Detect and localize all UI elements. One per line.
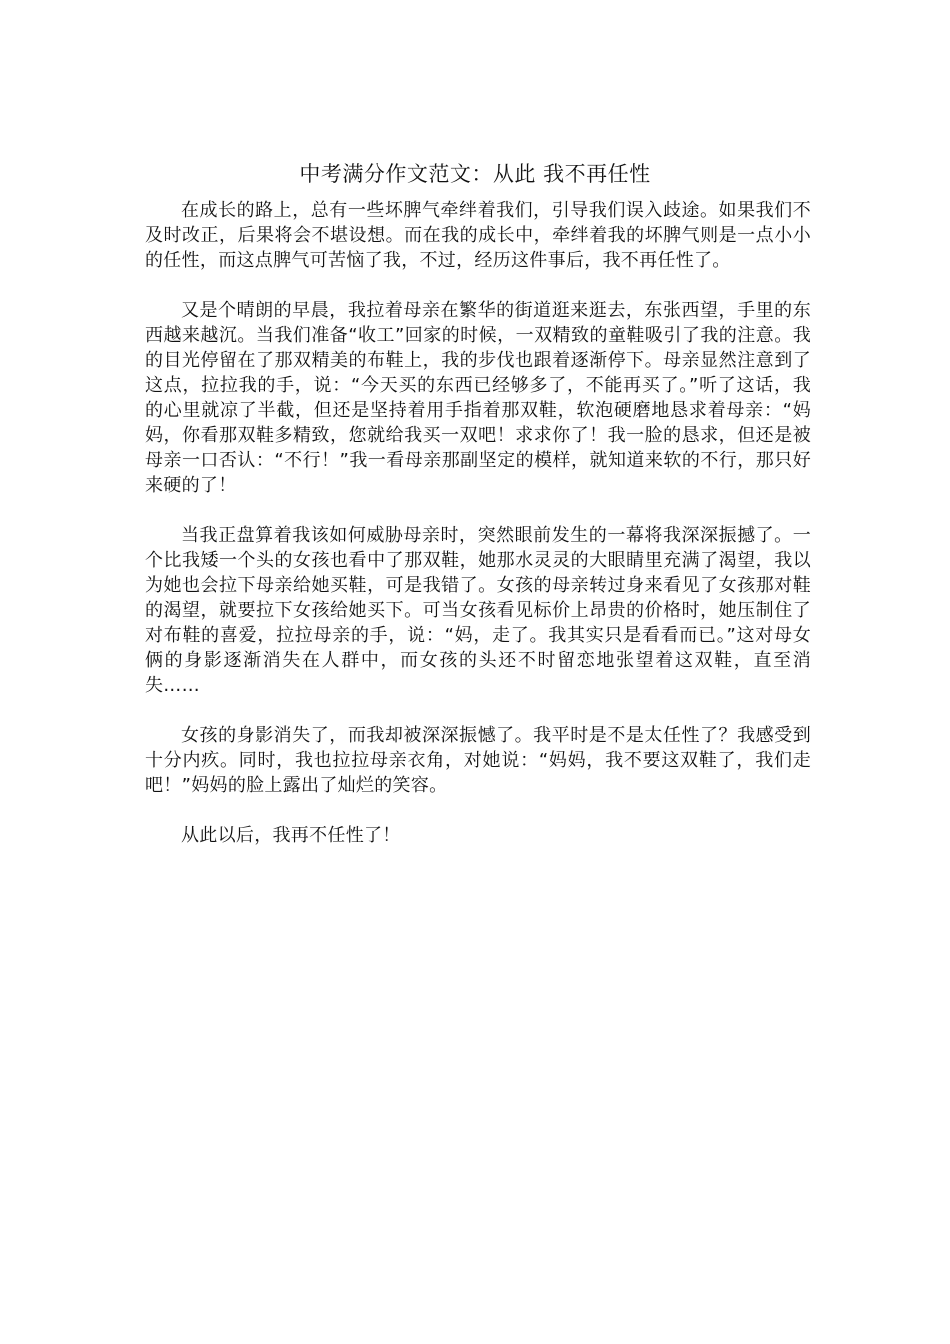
document-body — [145, 198, 811, 873]
document-title: 中考满分作文范文：从此 我不再任性 — [299, 162, 651, 186]
paragraph-5: 从此以后，我再不任性了！ — [181, 825, 401, 846]
paragraph-1: 在成长的路上，总有一些坏脾气牵绊着我们，引导我们误入歧途。如果我们不及时改正，后果将会不堪设想。而在我的成长中，牵绊着我的坏脾气则是一点小小的任性，而这点脾气可苦恼了我，不过，经历这件事后，我不再任性了。 — [145, 200, 811, 271]
paragraph-3: 当我正盘算着我该如何威胁母亲时，突然眼前发生的一幕将我深深振撼了。一个比我矮一个头的女孩也看中了那双鞋，她那水灵灵的大眼睛里充满了渴望，我以为她也会拉下母亲给她买鞋，可是我错了。女孩的母亲转过身来看见了女孩那对鞋的渴望，就要拉下女孩给她买下。可当女孩看见标价上昂贵的价格时，她压制住了对布鞋的喜爱，拉拉母亲的手，说：“妈，走了。我其实只是看看而已。”这对母女俩的身影逐渐消失在人群中，而女孩的头还不时留恋地张望着这双鞋，直至消失…… — [145, 525, 811, 696]
paragraph-4: 女孩的身影消失了，而我却被深深振憾了。我平时是不是太任性了？我感受到十分内疚。同时，我也拉拉母亲衣角，对她说：“妈妈，我不要这双鞋了，我们走吧！”妈妈的脸上露出了灿烂的笑容。 — [145, 725, 811, 796]
paragraph-2: 又是个晴朗的早晨，我拉着母亲在繁华的街道逛来逛去，东张西望，手里的东西越来越沉。当我们准备“收工”回家的时候，一双精致的童鞋吸引了我的注意。我的目光停留在了那双精美的布鞋上，我的步伐也跟着逐渐停下。母亲显然注意到了这点，拉拉我的手，说：“今天买的东西已经够多了，不能再买了。”听了这话，我的心里就凉了半截，但还是坚持着用手指着那双鞋，软泡硬磨地恳求着母亲：“妈妈，你看那双鞋多精致，您就给我买一双吧！求求你了！我一脸的恳求，但还是被母亲一口否认：“不行！”我一看母亲那副坚定的模样，就知道来软的不行，那只好来硬的了！ — [145, 300, 811, 496]
